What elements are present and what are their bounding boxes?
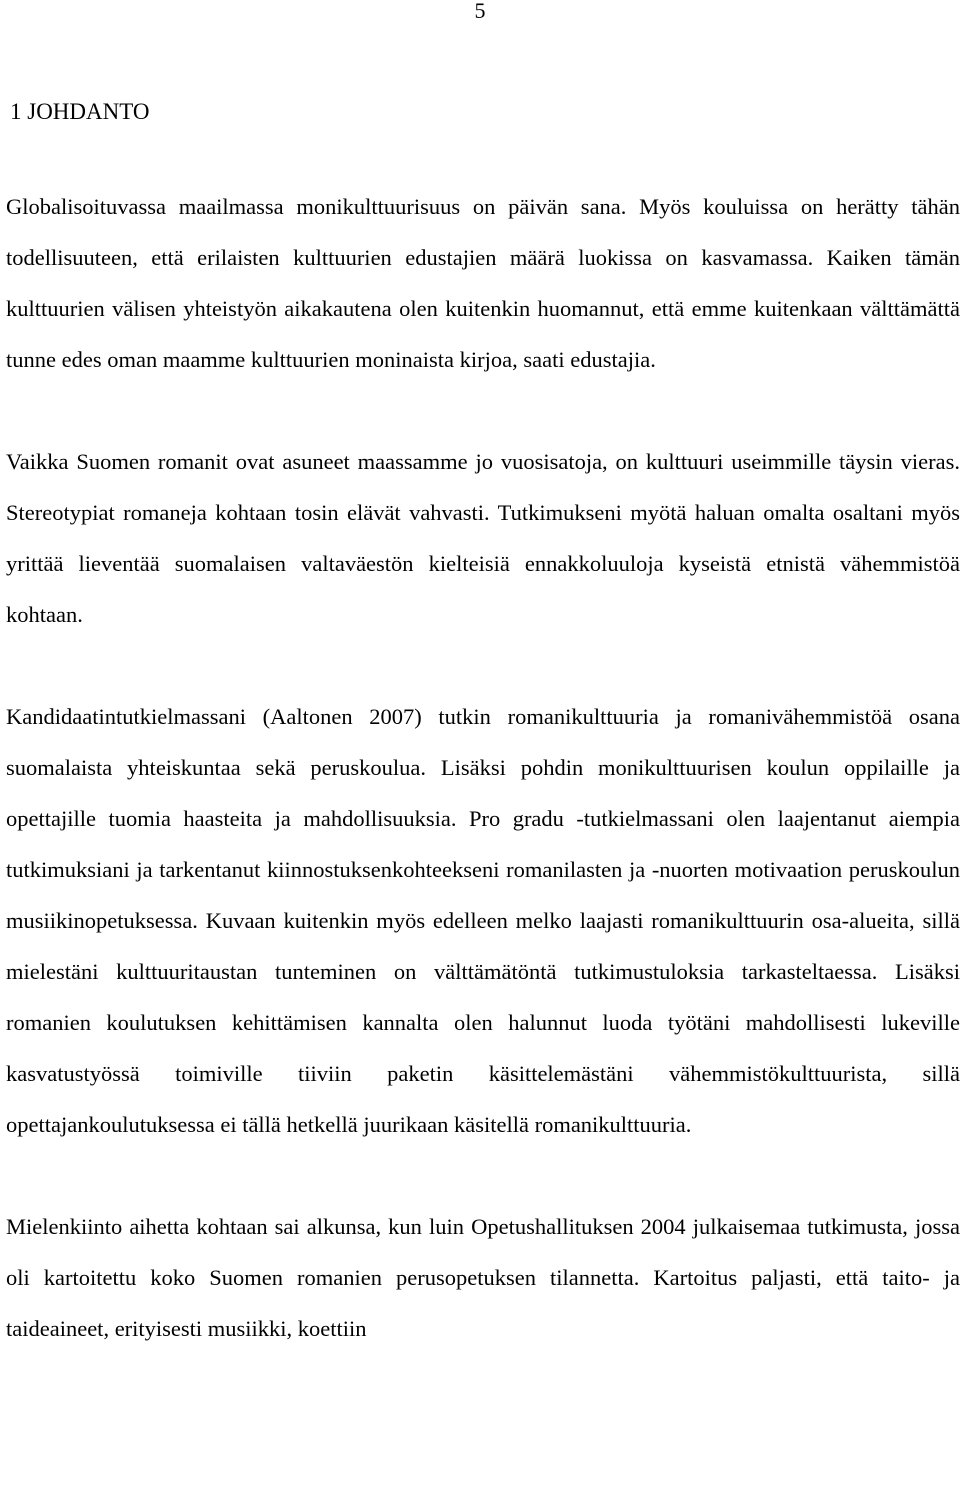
- paragraph-4: Mielenkiinto aihetta kohtaan sai alkunsa, kun luin Opetushallituksen 2004 julkaisemaa tutkimusta, jossa oli kartoitettu koko Suomen romanien perusopetuksen tilannetta. Kartoitus paljasti, että taito- ja taideaineet, erityisesti musiikki, koettiin: [6, 1214, 960, 1341]
- page-number: 5: [474, 0, 486, 23]
- body-text: [6, 181, 960, 1354]
- paragraph-1: Globalisoituvassa maailmassa monikulttuurisuus on päivän sana. Myös kouluissa on herätty tähän todellisuuteen, että erilaisten kulttuurien edustajien määrä luokissa on kasvamassa. Kaiken tämän kulttuurien välisen yhteistyön aikakautena olen kuitenkin huomannut, että emme kuitenkaan välttämättä tunne edes oman maamme kulttuurien moninaista kirjoa, saati edustajia.: [6, 194, 960, 372]
- paragraph-3: Kandidaatintutkielmassani (Aaltonen 2007) tutkin romanikulttuuria ja romanivähemmistöä osana suomalaista yhteiskuntaa sekä peruskoulua. Lisäksi pohdin monikulttuurisen koulun oppilaille ja opettajille tuomia haasteita ja mahdollisuuksia. Pro gradu -tutkielmassani olen laajentanut aiempia tutkimuksiani ja tarkentanut kiinnostuksenkohteekseni romanilasten ja -nuorten motivaation peruskoulun musiikinopetuksessa. Kuvaan kuitenkin myös edelleen melko laajasti romanikulttuurin osa-alueita, sillä mielestäni kulttuuritaustan tunteminen on välttämätöntä tutkimustuloksia tarkasteltaessa. Lisäksi romanien koulutuksen kehittämisen kannalta olen halunnut luoda työtäni mahdollisesti lukeville kasvatustyössä toimiville tiiviin paketin käsittelemästäni vähemmistökulttuurista, sillä opettajankoulutuksessa ei tällä hetkellä juurikaan käsitellä romanikulttuuria.: [6, 704, 960, 1137]
- chapter-heading: 1 JOHDANTO: [10, 99, 150, 124]
- paragraph-2: Vaikka Suomen romanit ovat asuneet maassamme jo vuosisatoja, on kulttuuri useimmille täysin vieras. Stereotypiat romaneja kohtaan tosin elävät vahvasti. Tutkimukseni myötä haluan omalta osaltani myös yrittää lieventää suomalaisen valtaväestön kielteisiä ennakkoluuloja kyseistä etnistä vähemmistöä kohtaan.: [6, 449, 960, 627]
